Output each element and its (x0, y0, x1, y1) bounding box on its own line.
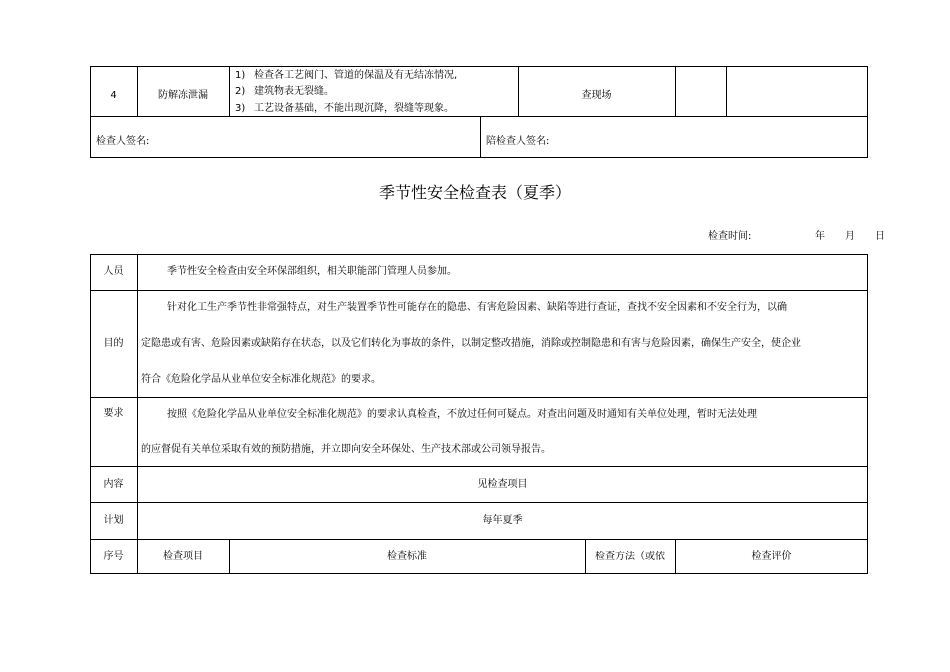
inspector-signature-label: 检查人签名: (96, 136, 150, 147)
personnel-label: 人员 (103, 266, 124, 277)
top-table-col-2 (229, 66, 230, 116)
inspection-date-day: 日 (875, 231, 885, 242)
top-table-col-4 (675, 66, 676, 116)
plan-label: 计划 (103, 515, 124, 526)
page-title: 季节性安全检查表（夏季） (378, 183, 571, 202)
purpose-label: 目的 (103, 338, 124, 349)
top-criteria-text-3: 工艺设备基础，不能出现沉降，裂缝等现象。 (254, 103, 454, 114)
top-criteria-num-1: 1) (235, 70, 246, 81)
row-divider-purpose (90, 397, 868, 398)
requirement-line-2: 的应督促有关单位采取有效的预防措施，并立即向安全环保处、生产技术部或公司领导报告。 (141, 444, 551, 455)
purpose-line-1: 针对化工生产季节性非常强特点，对生产装置季节性可能存在的隐患、有害危险因素、缺陷等进行查证，查找不安全因素和不安全行为，以确 (167, 302, 787, 313)
header-check-item: 检查项目 (163, 551, 203, 562)
purpose-line-2: 定隐患或有害、危险因素或缺陷存在状态，以及它们转化为事故的条件，以制定整改措施，消除或控制隐患和有害与危险因素，确保生产安全，使企业 (141, 338, 801, 349)
top-table-row-divider (90, 116, 868, 117)
row-divider-content (90, 502, 868, 503)
purpose-line-3: 符合《危险化学品从业单位安全标准化规范》的要求。 (141, 374, 381, 385)
top-table (90, 66, 868, 158)
content-text: 见检查项目 (477, 479, 528, 490)
accompany-signature-label: 陪检查人签名: (486, 136, 550, 147)
plan-text: 每年夏季 (482, 515, 523, 526)
inspection-date-year: 年 (815, 231, 825, 242)
top-criteria-num-2: 2) (235, 86, 246, 97)
top-table-sign-divider (480, 116, 481, 158)
row-divider-plan (90, 539, 868, 540)
row-divider-requirement (90, 466, 868, 467)
requirement-line-1: 按照《危险化学品从业单位安全标准化规范》的要求认真检查，不放过任何可疑点。对查出问题及时通知有关单位处理，暂时无法处理 (167, 409, 757, 420)
inspection-date-label: 检查时间: (708, 231, 752, 242)
top-row-method: 查现场 (581, 90, 612, 101)
header-check-method: 检查方法（或依 (595, 551, 665, 562)
header-check-evaluation: 检查评价 (751, 551, 792, 562)
top-row-number: 4 (110, 90, 117, 101)
top-criteria-text-1: 检查各工艺阀门、管道的保温及有无结冻情况, (254, 70, 458, 81)
header-serial-number: 序号 (103, 551, 124, 562)
row-divider-personnel (90, 290, 868, 291)
requirement-label: 要求 (103, 408, 124, 419)
header-check-standard: 检查标准 (387, 551, 427, 562)
inspection-date-month: 月 (845, 231, 855, 242)
top-row-item: 防解冻泄漏 (158, 90, 208, 101)
content-label: 内容 (103, 479, 124, 490)
top-criteria-text-2: 建筑物表无裂缝。 (254, 86, 334, 97)
top-criteria-num-3: 3) (235, 103, 246, 114)
top-table-col-5 (726, 66, 727, 116)
personnel-text: 季节性安全检查由安全环保部组织，相关职能部门管理人员参加。 (167, 266, 457, 277)
